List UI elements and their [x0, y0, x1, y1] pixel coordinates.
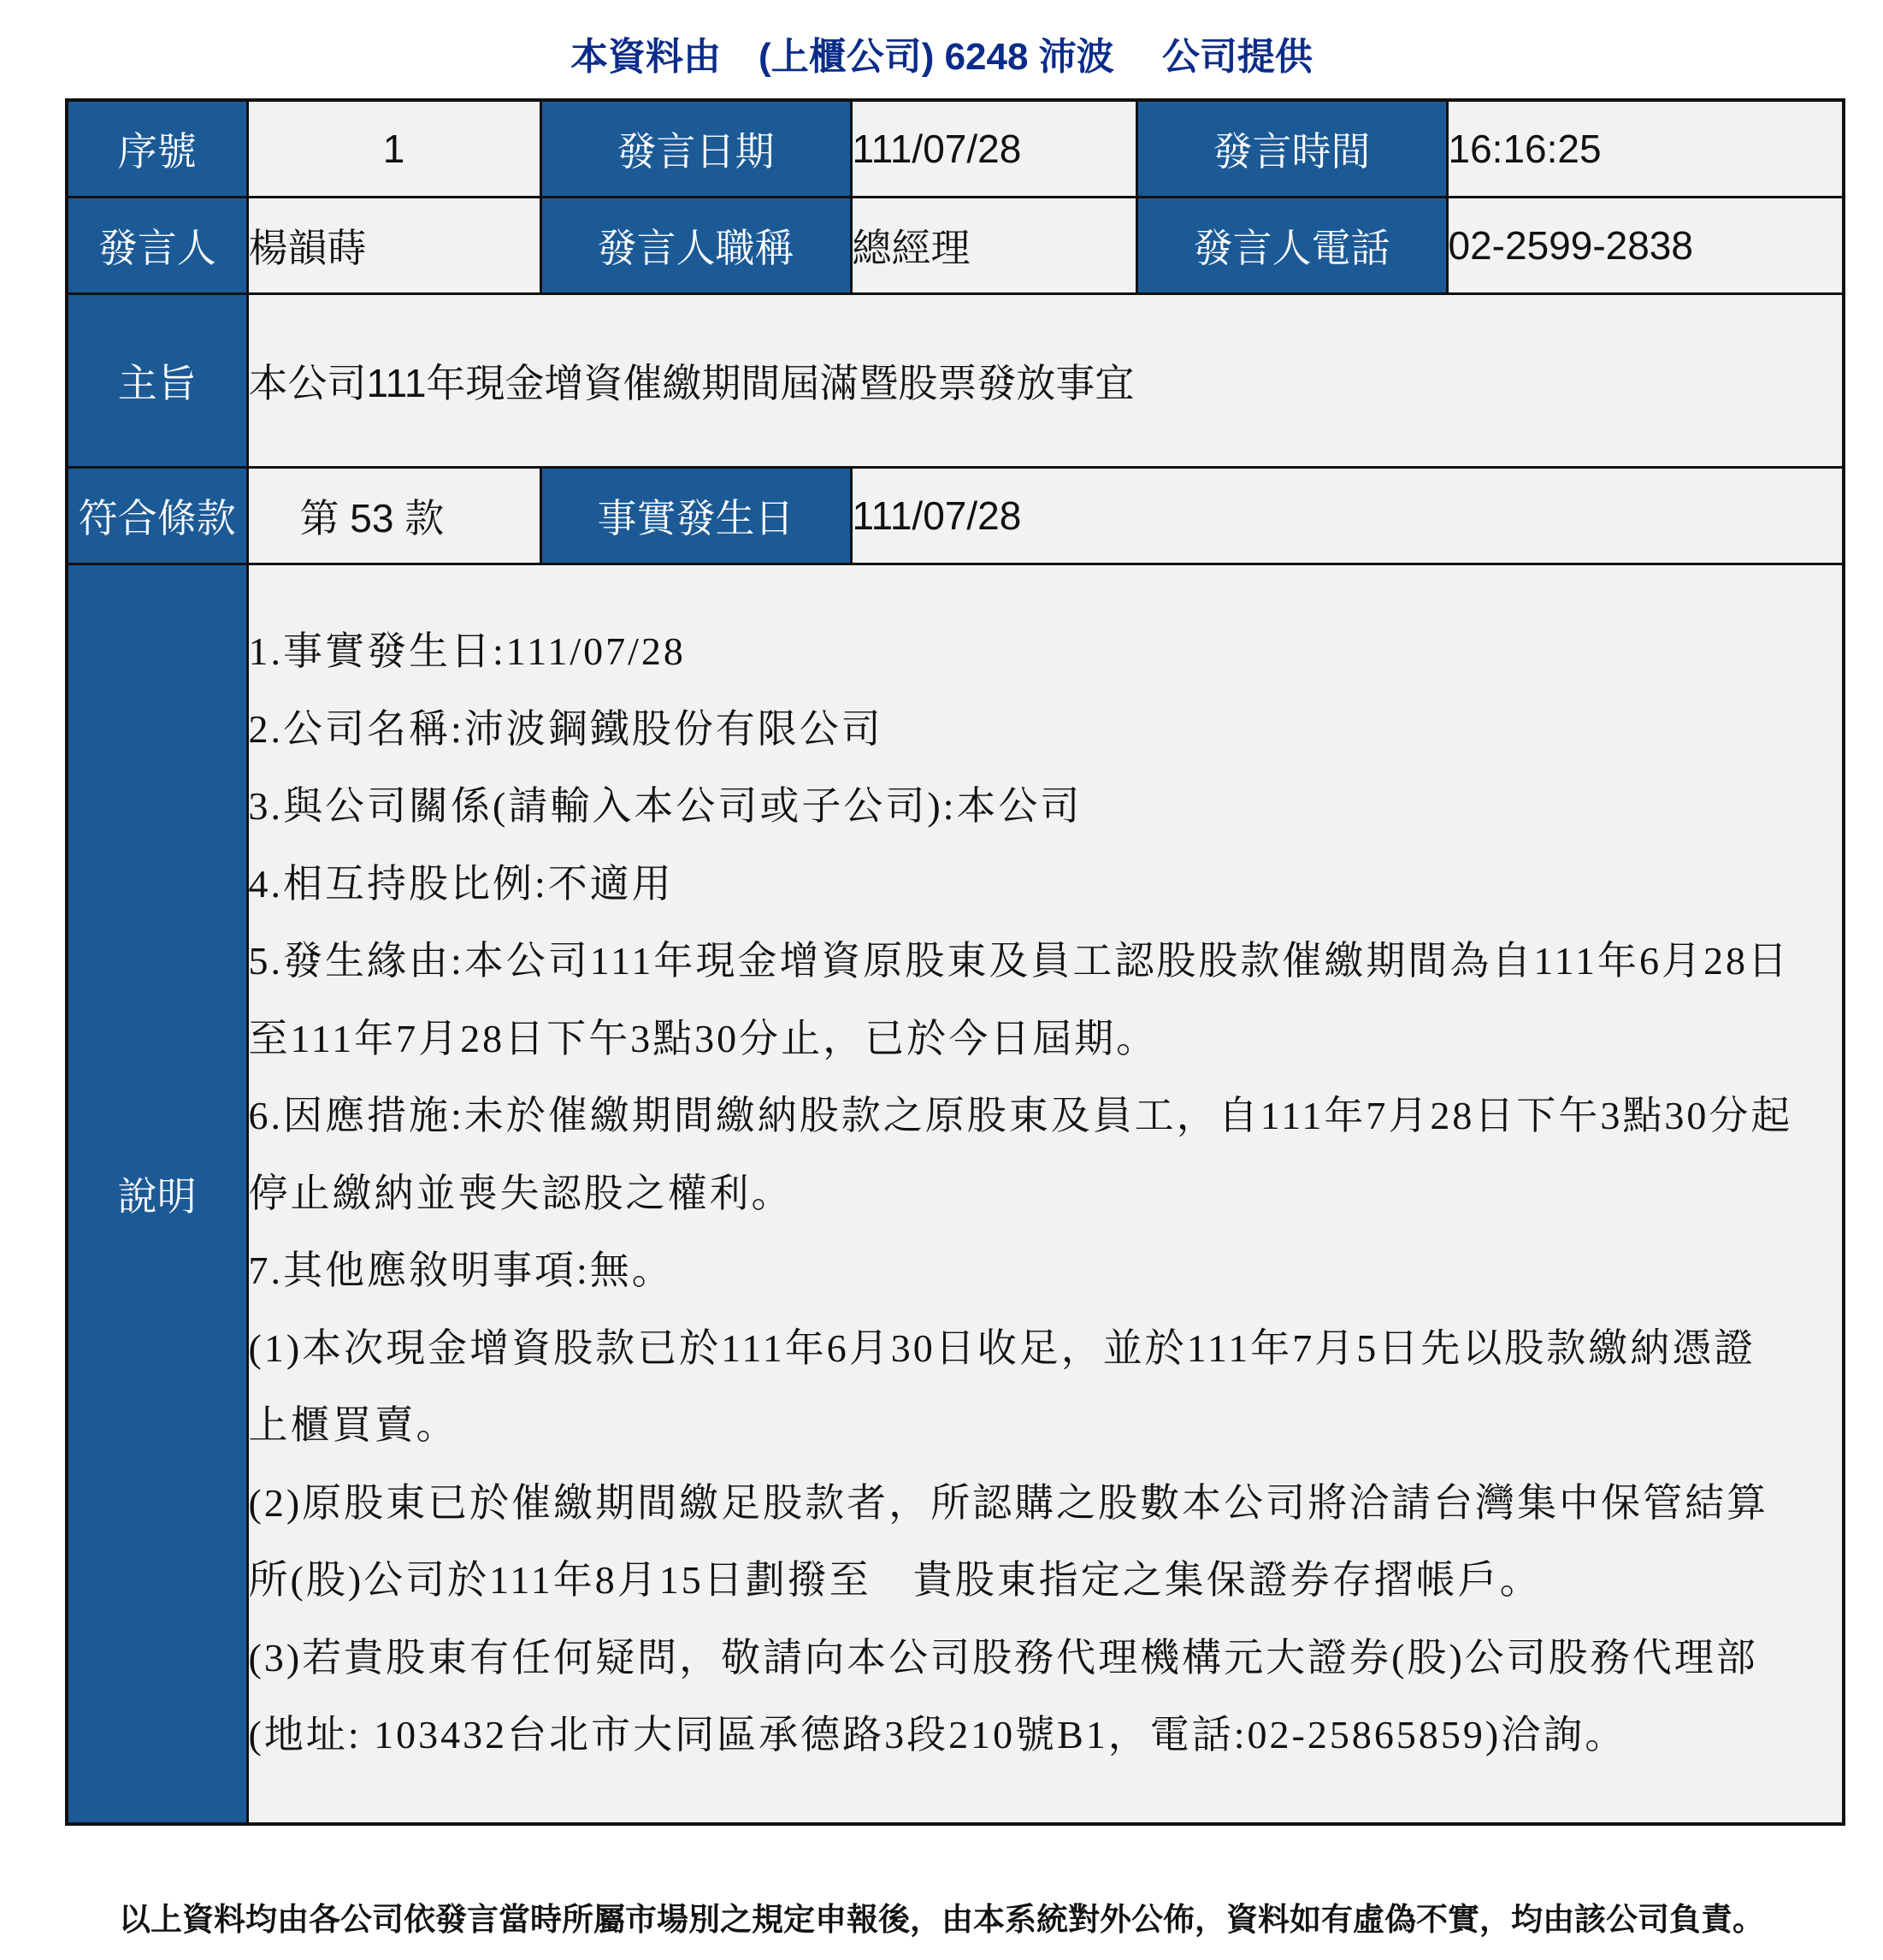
speaker-title-label: 發言人職稱: [540, 198, 851, 294]
speaker-value: 楊韻蒔: [247, 198, 540, 294]
description-line: 5.發生緣由:本公司111年現金增資原股東及員工認股股款催繳期間為自111年6月28日: [248, 939, 1790, 983]
description-line: 7.其他應敘明事項:無。: [248, 1249, 674, 1293]
description-line: 至111年7月28日下午3點30分止，已於今日屆期。: [248, 1016, 1159, 1060]
description-line: 上櫃買賣。: [248, 1403, 458, 1448]
table-row: [67, 100, 1844, 198]
description-line: (地址: 103432台北市大同區承德路3段210號B1，電話:02-25865859)洽詢。: [248, 1713, 1627, 1757]
description-body: [247, 564, 1844, 1825]
description-line: 停止繳納並喪失認股之權利。: [248, 1171, 794, 1215]
seq-label: 序號: [67, 100, 247, 198]
clause-label: 符合條款: [67, 468, 247, 564]
seq-value: 1: [247, 100, 540, 198]
subject-value: 本公司111年現金增資催繳期間屆滿暨股票發放事宜: [247, 294, 1844, 468]
fact-date-value: 111/07/28: [851, 468, 1844, 564]
subject-label: 主旨: [67, 294, 247, 468]
description-line: 4.相互持股比例:不適用: [248, 861, 674, 906]
table-row: [67, 294, 1844, 468]
description-line: 6.因應措施:未於催繳期間繳納股款之原股東及員工，自111年7月28日下午3點30分起: [248, 1094, 1793, 1138]
page-title: 本資料由 (上櫃公司) 6248 沛波 公司提供: [570, 36, 1313, 78]
description-line: 所(股)公司於111年8月15日劃撥至 貴股東指定之集保證券存摺帳戶。: [248, 1558, 1542, 1603]
speaker-label: 發言人: [67, 198, 247, 294]
description-label: 說明: [67, 564, 247, 1825]
date-label: 發言日期: [540, 100, 851, 198]
description-line: 1.事實發生日:111/07/28: [248, 629, 686, 674]
description-line: (2)原股東已於催繳期間繳足股款者，所認購之股數本公司將洽請台灣集中保管結算: [248, 1480, 1769, 1525]
speaker-phone-label: 發言人電話: [1136, 198, 1447, 294]
description-line: 2.公司名稱:沛波鋼鐵股份有限公司: [248, 706, 883, 751]
description-line: (1)本次現金增資股款已於111年6月30日收足，並於111年7月5日先以股款繳納憑證: [248, 1325, 1756, 1370]
fact-date-label: 事實發生日: [540, 468, 851, 564]
clause-value: 第 53 款: [247, 468, 540, 564]
description-line: 3.與公司關係(請輸入本公司或子公司):本公司: [248, 784, 1083, 829]
speaker-phone-value: 02-2599-2838: [1447, 198, 1844, 294]
table-row: [67, 564, 1844, 1825]
table-row: [67, 198, 1844, 294]
time-value: 16:16:25: [1447, 100, 1844, 198]
date-value: 111/07/28: [851, 100, 1136, 198]
announcement-table: [65, 98, 1845, 1826]
speaker-title-value: 總經理: [851, 198, 1136, 294]
description-line: (3)若貴股東有任何疑問，敬請向本公司股務代理機構元大證券(股)公司股務代理部: [248, 1635, 1758, 1680]
table-row: [67, 468, 1844, 564]
time-label: 發言時間: [1136, 100, 1447, 198]
disclaimer-note: 以上資料均由各公司依發言當時所屬市場別之規定申報後，由本系統對外公佈，資料如有虛偽不實，均由該公司負責。: [119, 1902, 1764, 1937]
